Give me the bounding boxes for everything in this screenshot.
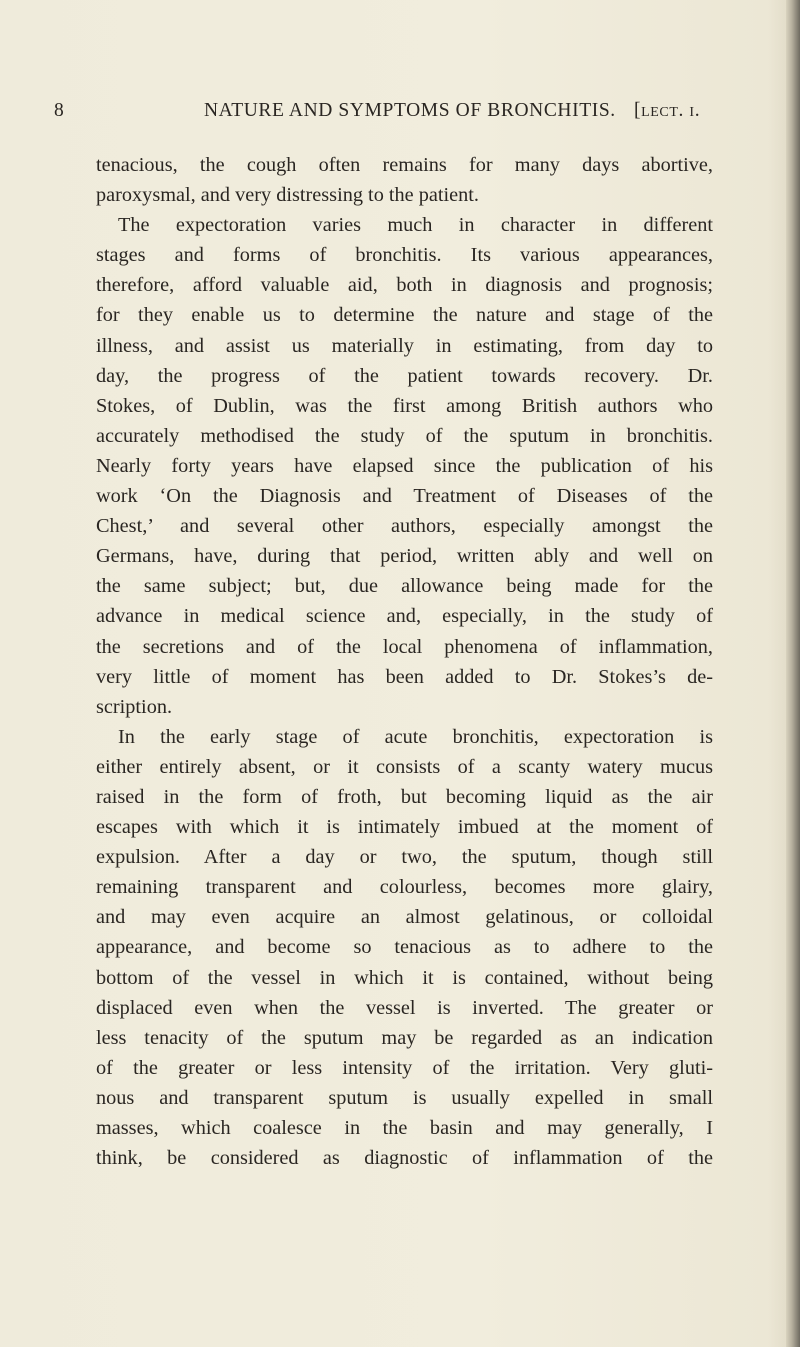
- text-line: masses, which coalesce in the basin and may generally, I: [96, 1117, 713, 1139]
- text-line: day, the progress of the patient towards recovery. Dr.: [96, 364, 713, 387]
- text-line: either entirely absent, or it consists of a scanty watery mucus: [96, 755, 713, 778]
- text-line: less tenacity of the sputum may be regarded as an indication: [96, 1026, 713, 1049]
- text-line: very little of moment has been added to Dr. Stokes’s de-: [96, 665, 713, 688]
- text-line: the same subject; but, due allowance being made for the: [96, 575, 713, 598]
- text-line: remaining transparent and colourless, becomes more glairy,: [96, 876, 713, 899]
- text-line: expulsion. After a day or two, the sputum, though still: [96, 846, 713, 869]
- text-line: tenacious, the cough often remains for many days abortive,: [96, 154, 713, 176]
- text-line: illness, and assist us materially in estimating, from day to: [96, 334, 713, 357]
- text-line: accurately methodised the study of the sputum in bronchitis.: [96, 424, 713, 447]
- text-line: for they enable us to determine the nature and stage of the: [96, 304, 713, 327]
- text-line: Chest,’ and several other authors, especially amongst the: [96, 515, 713, 538]
- text-line: Stokes, of Dublin, was the first among British authors who: [96, 394, 713, 417]
- text-line: think, be considered as diagnostic of inflammation of the: [96, 1147, 713, 1170]
- text-line: nous and transparent sputum is usually expelled in small: [96, 1086, 713, 1109]
- text-line: The expectoration varies much in character in different: [118, 214, 713, 237]
- text-line: the secretions and of the local phenomena of inflammation,: [96, 635, 713, 658]
- text-line: In the early stage of acute bronchitis, expectoration is: [118, 725, 713, 748]
- page-edge-shadow: [786, 0, 800, 1347]
- text-line: paroxysmal, and very distressing to the patient.: [96, 184, 480, 207]
- text-line: displaced even when the vessel is inverted. The greater or: [96, 996, 713, 1019]
- text-line: bottom of the vessel in which it is contained, without being: [96, 966, 713, 989]
- lecture-marker: [lect. i.: [634, 100, 701, 121]
- text-line: Germans, have, during that period, written ably and well on: [96, 545, 713, 568]
- body-text: [96, 150, 713, 1173]
- text-line: escapes with which it is intimately imbued at the moment of: [96, 816, 713, 839]
- text-line: scription.: [96, 695, 173, 718]
- text-line: Nearly forty years have elapsed since the publication of his: [96, 454, 713, 477]
- text-line: and may even acquire an almost gelatinous, or colloidal: [96, 906, 713, 929]
- text-line: advance in medical science and, especially, in the study of: [96, 605, 713, 628]
- text-line: appearance, and become so tenacious as to adhere to the: [96, 936, 713, 959]
- text-line: of the greater or less intensity of the irritation. Very gluti-: [96, 1056, 713, 1079]
- text-line: raised in the form of froth, but becoming liquid as the air: [96, 785, 713, 808]
- running-head: [54, 94, 744, 128]
- text-line: work ‘On the Diagnosis and Treatment of Diseases of the: [96, 485, 713, 508]
- text-line: therefore, afford valuable aid, both in diagnosis and prognosis;: [96, 274, 713, 297]
- running-title: NATURE AND SYMPTOMS OF BRONCHITIS.: [204, 100, 616, 121]
- page-number: 8: [54, 100, 65, 121]
- text-line: stages and forms of bronchitis. Its various appearances,: [96, 244, 713, 267]
